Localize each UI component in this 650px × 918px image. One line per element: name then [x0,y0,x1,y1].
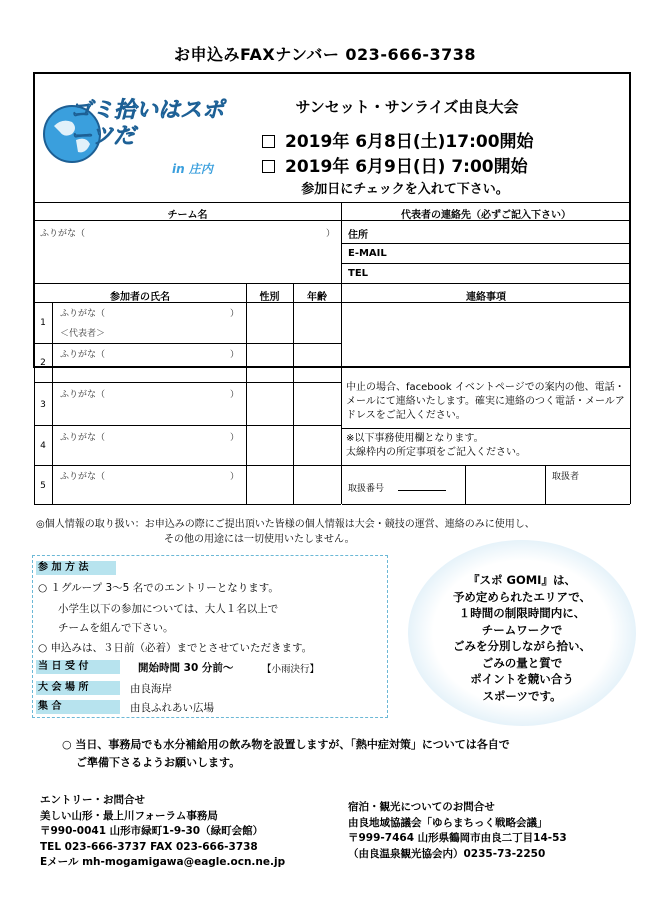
description-text [418,572,626,704]
description-line: スポーツです。 [482,688,562,703]
date-option-2[interactable] [262,152,528,177]
address-label: 住所 [348,230,368,241]
reception-value: 開始時間 30 分前～ [138,662,234,674]
method-item-1: ○ １グループ 3～5 名でのエントリーとなります。 [38,582,279,594]
date-2-label: 2019年 6月9日(日) 7:00開始 [285,157,528,177]
participant-furigana: ふりがな（ [60,390,106,400]
date-option-1[interactable] [262,127,534,152]
fax-number-heading: お申込みFAXナンバー 023-666-3738 [173,45,477,64]
row-number: 4 [40,441,46,451]
entry-contact-block [40,793,285,871]
participant-furigana: ふりがな（ [60,350,106,360]
row-number: 2 [40,358,46,368]
lodging-address: 〒999-7464 山形県鶴岡市由良二丁目14-53 [348,832,567,844]
description-line: 予め定められたエリアで、 [452,589,592,604]
heatstroke-note [62,736,622,772]
entry-contact-title: エントリー・お問合せ [40,794,145,806]
description-line: 『スポ GOMI』は、 [468,573,576,587]
participant-furigana-close: ） [230,309,240,319]
row-number: 3 [40,400,46,410]
participant-furigana-close: ） [230,390,240,400]
meeting-tag: 集 合 [36,700,120,714]
receipt-number-label: 取扱番号 [348,484,385,494]
handler-label: 取扱者 [552,472,580,482]
age-header: 年齢 [307,292,327,303]
privacy-line-2: その他の用途には一切使用いたしません。 [164,534,355,545]
gender-header: 性別 [259,292,280,303]
meeting-value: 由良ふれあい広場 [130,702,214,714]
cancellation-notice: 中止の場合、facebook イベントページでの案内の他、電話・メールにて連絡いたします。確実に連絡のつく電話・メールアドレスをご記入ください。 [346,382,625,421]
email-label: E-MAIL [348,248,387,259]
privacy-notice [36,517,535,547]
description-line: ごみの量と質で [481,655,563,670]
method-item-1-sub-2: チームを組んで下さい。 [58,622,174,634]
entry-office-name: 美しい山形・最上川フォーラム事務局 [40,809,218,822]
checkbox-date-2[interactable] [262,160,275,173]
description-line: １時間の制限時間内に、 [458,606,586,620]
team-name-field[interactable] [36,238,338,280]
team-furigana-label: ふりがな（ [40,229,86,239]
check-instruction: 参加日にチェックを入れて下さい。 [301,182,509,197]
contact-header: 連絡事項 [466,292,506,303]
logo-title: ゴミ拾いはスポーツだ [70,98,225,149]
participants-header: 参加者の氏名 [110,292,170,303]
entry-office-address: 〒990-0041 山形市緑町1-9-30（緑町会館） [40,825,264,837]
lodging-council-name: 由良地域協議会「ゆらまちっく戦略会議」 [348,816,548,829]
logo-subtitle: in 庄内 [172,162,213,176]
method-item-1-sub-1: 小学生以下の参加については、大人１名以上で [58,603,279,615]
tel-field[interactable] [375,265,628,282]
heatstroke-line-1: ○ 当日、事務局でも水分補給用の飲み物を設置しますが、「熱中症対策」については各自で [62,738,510,751]
lodging-contact-block [348,800,567,862]
participant-furigana: ふりがな（ [60,309,106,319]
method-item-2: ○ 申込みは、３日前（必着）までとさせていただきます。 [38,642,313,654]
participant-furigana: ふりがな（ [60,472,106,482]
entry-office-email[interactable]: Eメール mh-mogamigawa@eagle.ocn.ne.jp [40,856,286,868]
method-tag: 参 加 方 法 [36,561,116,575]
participant-furigana-close: ） [230,472,240,482]
rain-note: 【小雨決行】 [262,664,320,675]
date-1-label: 2019年 6月8日(土)17:00開始 [285,132,534,152]
team-name-header: チーム名 [167,210,208,221]
checkbox-date-1[interactable] [262,135,275,148]
address-field[interactable] [380,222,628,242]
tel-label: TEL [348,268,369,279]
heatstroke-line-2: ご準備下さるようお願いします。 [76,756,241,769]
row-number: 5 [40,481,46,491]
reception-tag: 当 日 受 付 [36,660,120,674]
participant-furigana: ふりがな（ [60,433,106,443]
description-line: ごみを分別しながら拾い、 [453,639,591,653]
privacy-line-1: ◎個人情報の取り扱い：お申込みの際にご提出頂いた皆様の個人情報は大会・競技の運営、連絡のみに使用し、 [36,519,535,530]
venue-value: 由良海岸 [130,683,172,695]
lodging-contact-title: 宿泊・観光についてのお問合せ [348,801,495,813]
description-line: チームワークで [481,622,563,637]
description-line: ポイントを競い合う [470,672,574,686]
lodging-phone: （由良温泉観光協会内）0235-73-2250 [348,847,546,860]
participant-furigana-close: ） [230,433,240,443]
representative-note: ＜代表者＞ [60,329,106,339]
office-use-note: ※以下事務使用欄となります。 [346,433,484,444]
representative-header: 代表者の連絡先（必ずご記入下さい） [401,210,571,221]
office-use-note-2: 太線枠内の所定事項をご記入ください。 [346,447,526,458]
row-number: 1 [40,318,46,328]
venue-tag: 大 会 場 所 [36,681,120,695]
entry-office-phone: TEL 023-666-3737 FAX 023-666-3738 [40,840,258,853]
event-title: サンセット・サンライズ由良大会 [295,98,519,116]
team-furigana-close: ） [326,229,336,239]
participant-furigana-close: ） [230,350,240,360]
email-field[interactable] [395,245,628,262]
event-logo [42,92,242,188]
